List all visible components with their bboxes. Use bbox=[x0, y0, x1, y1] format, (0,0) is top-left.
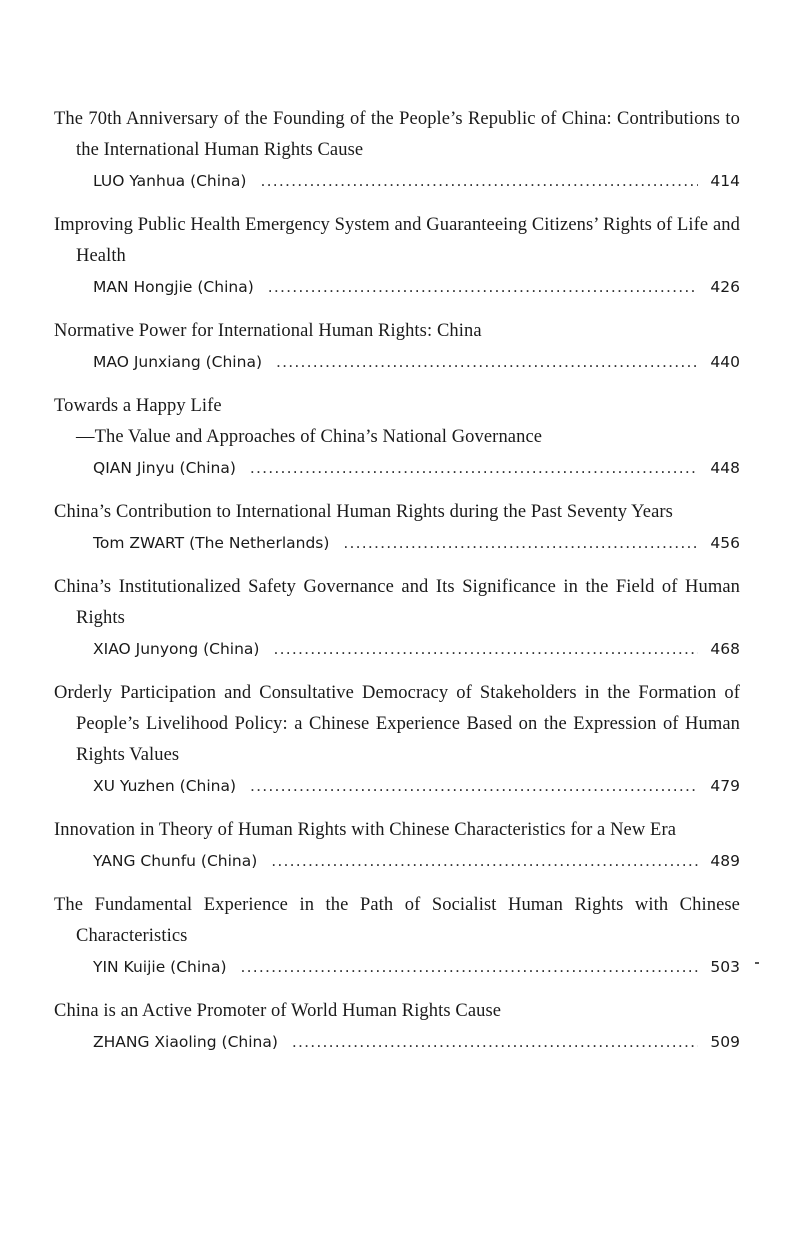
toc-entry[interactable] bbox=[54, 104, 740, 196]
dot-leader bbox=[250, 453, 698, 483]
dot-leader bbox=[260, 166, 698, 196]
author-line bbox=[93, 771, 740, 801]
entry-title: China’s Contribution to International Human Rights during the Past Seventy Years bbox=[54, 502, 673, 522]
entry-title: Innovation in Theory of Human Rights with Chinese Characteristics for a New Era bbox=[54, 820, 677, 840]
toc-entry[interactable] bbox=[54, 996, 740, 1057]
entry-title: China’s Institutionalized Safety Governance and Its Significance in the Field of Human Rights bbox=[54, 577, 740, 628]
entry-title: Normative Power for International Human Rights: China bbox=[54, 321, 482, 341]
dot-leader bbox=[250, 771, 698, 801]
entry-title: The Fundamental Experience in the Path of Socialist Human Rights with Chinese Characteristics bbox=[54, 895, 740, 946]
entry-title: Towards a Happy Life bbox=[54, 396, 222, 416]
entry-page-number: 503 bbox=[710, 958, 740, 976]
entry-author: MAO Junxiang (China) bbox=[93, 353, 262, 371]
author-line bbox=[93, 952, 740, 982]
entry-title: Orderly Participation and Consultative Democracy of Stakeholders in the Formation of People’s Livelihood Policy: a Chinese Experience Based on the Expression of Human Rights Values bbox=[54, 683, 740, 765]
entry-title: Improving Public Health Emergency System and Guaranteeing Citizens’ Rights of Life and Health bbox=[54, 215, 740, 266]
toc-entry[interactable] bbox=[54, 572, 740, 664]
entry-page-number: 448 bbox=[710, 459, 740, 477]
author-line bbox=[93, 1027, 740, 1057]
toc-entry[interactable] bbox=[54, 815, 740, 876]
entry-author: MAN Hongjie (China) bbox=[93, 278, 254, 296]
entry-page-number: 489 bbox=[710, 852, 740, 870]
author-line bbox=[93, 528, 740, 558]
author-line bbox=[93, 347, 740, 377]
scan-speck bbox=[755, 962, 759, 964]
author-line bbox=[93, 634, 740, 664]
entry-page-number: 414 bbox=[710, 172, 740, 190]
toc-entry[interactable] bbox=[54, 890, 740, 982]
toc-entry[interactable] bbox=[54, 391, 740, 483]
entry-author: LUO Yanhua (China) bbox=[93, 172, 247, 190]
dot-leader bbox=[268, 272, 698, 302]
dot-leader bbox=[292, 1027, 698, 1057]
entry-page-number: 456 bbox=[710, 534, 740, 552]
entry-title: China is an Active Promoter of World Human Rights Cause bbox=[54, 1001, 502, 1021]
entry-subtitle: —The Value and Approaches of China’s National Governance bbox=[76, 427, 543, 447]
entry-author: ZHANG Xiaoling (China) bbox=[93, 1033, 278, 1051]
entry-page-number: 440 bbox=[710, 353, 740, 371]
entry-page-number: 479 bbox=[710, 777, 740, 795]
dot-leader bbox=[343, 528, 698, 558]
entry-page-number: 468 bbox=[710, 640, 740, 658]
entry-author: YANG Chunfu (China) bbox=[93, 852, 258, 870]
dot-leader bbox=[271, 846, 698, 876]
dot-leader bbox=[241, 952, 698, 982]
entry-author: XU Yuzhen (China) bbox=[93, 777, 237, 795]
entry-title: The 70th Anniversary of the Founding of the People’s Republic of China: Contributions to the International Human Rights Cause bbox=[54, 109, 740, 160]
dot-leader bbox=[276, 347, 698, 377]
entry-author: XIAO Junyong (China) bbox=[93, 640, 260, 658]
toc-entry[interactable] bbox=[54, 316, 740, 377]
toc-entry[interactable] bbox=[54, 678, 740, 801]
entry-page-number: 509 bbox=[710, 1033, 740, 1051]
entry-author: YIN Kuijie (China) bbox=[93, 958, 227, 976]
dot-leader bbox=[273, 634, 698, 664]
toc-entry[interactable] bbox=[54, 210, 740, 302]
author-line bbox=[93, 166, 740, 196]
toc-entry[interactable] bbox=[54, 497, 740, 558]
author-line bbox=[93, 272, 740, 302]
author-line bbox=[93, 453, 740, 483]
author-line bbox=[93, 846, 740, 876]
entry-author: QIAN Jinyu (China) bbox=[93, 459, 236, 477]
entry-page-number: 426 bbox=[710, 278, 740, 296]
entry-author: Tom ZWART (The Netherlands) bbox=[93, 534, 330, 552]
